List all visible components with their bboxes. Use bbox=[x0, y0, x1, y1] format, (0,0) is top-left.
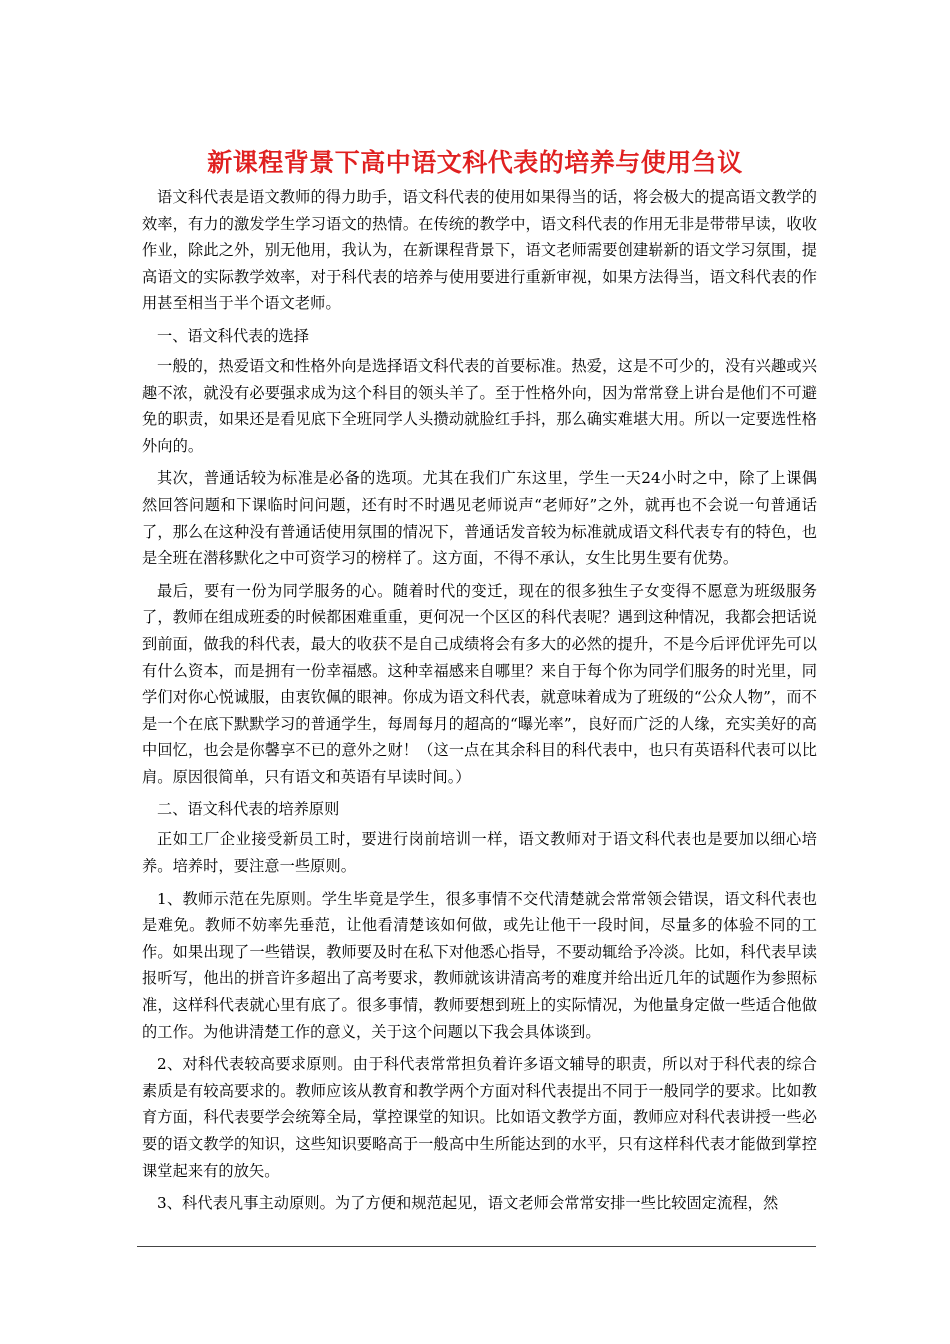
footer-divider bbox=[137, 1246, 816, 1247]
intro-paragraph: 语文科代表是语文教师的得力助手，语文科代表的使用如果得当的话，将会极大的提高语文教学的效率，有力的激发学生学习语文的热情。在传统的教学中，语文科代表的作用无非是带带早读，收收作业，除此之外，别无他用，我认为，在新课程背景下，语文老师需要创建崭新的语文学习氛围，提高语文的实际教学效率，对于科代表的培养与使用要进行重新审视，如果方法得当，语文科代表的作用甚至相当于半个语文老师。 bbox=[142, 188, 817, 313]
training-principle-2: 2、对科代表较高要求原则。由于科代表常常担负着许多语文辅导的职责，所以对于科代表的综合素质是有较高要求的。教师应该从教育和教学两个方面对科代表提出不同于一般同学的要求。比如教育方面，科代表要学会统筹全局，掌控课堂的知识。比如语文教学方面，教师应对科代表讲授一些必要的语文教学的知识，这些知识要略高于一般高中生所能达到的水平，只有这样科代表才能做到掌控课堂起来有的放矢。 bbox=[142, 1055, 817, 1180]
selection-paragraph-2: 其次，普通话较为标准是必备的选项。尤其在我们广东这里，学生一天24小时之中，除了上课偶然回答问题和下课临时问问题，还有时不时遇见老师说声“老师好”之外，就再也不会说一句普通话了，那么在这种没有普通话使用氛围的情况下，普通话发音较为标准就成语文科代表专有的特色，也是全班在潜移默化之中可资学习的榜样了。这方面，不得不承认，女生比男生要有优势。 bbox=[142, 469, 817, 568]
selection-paragraph-3: 最后，要有一份为同学服务的心。随着时代的变迁，现在的很多独生子女变得不愿意为班级服务了，教师在组成班委的时候都困难重重，更何况一个区区的科代表呢？遇到这种情况，我都会把话说到前面，做我的科代表，最大的收获不是自己成绩将会有多大的必然的提升，不是今后评优评先可以有什么资本，而是拥有一份幸福感。这种幸福感来自哪里？来自于每个你为同学们服务的时光里，同学们对你心悦诚服，由衷钦佩的眼神。你成为语文科代表，就意味着成为了班级的“公众人物”，而不是一个在底下默默学习的普通学生，每周每月的超高的“曝光率”，良好而广泛的人缘，充实美好的高中回忆，也会是你馨享不已的意外之财！（这一点在其余科目的科代表中，也只有英语科代表可以比肩。原因很简单，只有语文和英语有早读时间。） bbox=[142, 581, 817, 786]
training-principle-3: 3、科代表凡事主动原则。为了方便和规范起见，语文老师会常常安排一些比较固定流程，然 bbox=[157, 1194, 779, 1213]
document-title: 新课程背景下高中语文科代表的培养与使用刍议 bbox=[207, 148, 743, 177]
training-principle-1: 1、教师示范在先原则。学生毕竟是学生，很多事情不交代清楚就会常常领会错误，语文科代表也是难免。教师不妨率先垂范，让他看清楚该如何做，或先让他干一段时间，尽量多的体验不同的工作。如果出现了一些错误，教师要及时在私下对他悉心指导，不要动辄给予冷淡。比如，科代表早读报听写，他出的拼音许多超出了高考要求，教师就该讲清高考的难度并给出近几年的试题作为参照标准，这样科代表就心里有底了。很多事情，教师要想到班上的实际情况，为他量身定做一些适合他做的工作。为他讲清楚工作的意义，关于这个问题以下我会具体谈到。 bbox=[142, 889, 817, 1041]
training-paragraph-1: 正如工厂企业接受新员工时，要进行岗前培训一样，语文教师对于语文科代表也是要加以细心培养。培养时，要注意一些原则。 bbox=[142, 830, 817, 876]
section-heading-selection: 一、语文科代表的选择 bbox=[157, 326, 309, 345]
document-body bbox=[142, 184, 817, 1223]
section-heading-training: 二、语文科代表的培养原则 bbox=[157, 800, 340, 819]
selection-paragraph-1: 一般的，热爱语文和性格外向是选择语文科代表的首要标准。热爱，这是不可少的，没有兴趣或兴趣不浓，就没有必要强求成为这个科目的领头羊了。至于性格外向，因为常常登上讲台是他们不可避免的职责，如果还是看见底下全班同学人头攒动就脸红手抖，那么确实难堪大用。所以一定要选性格外向的。 bbox=[142, 356, 817, 455]
